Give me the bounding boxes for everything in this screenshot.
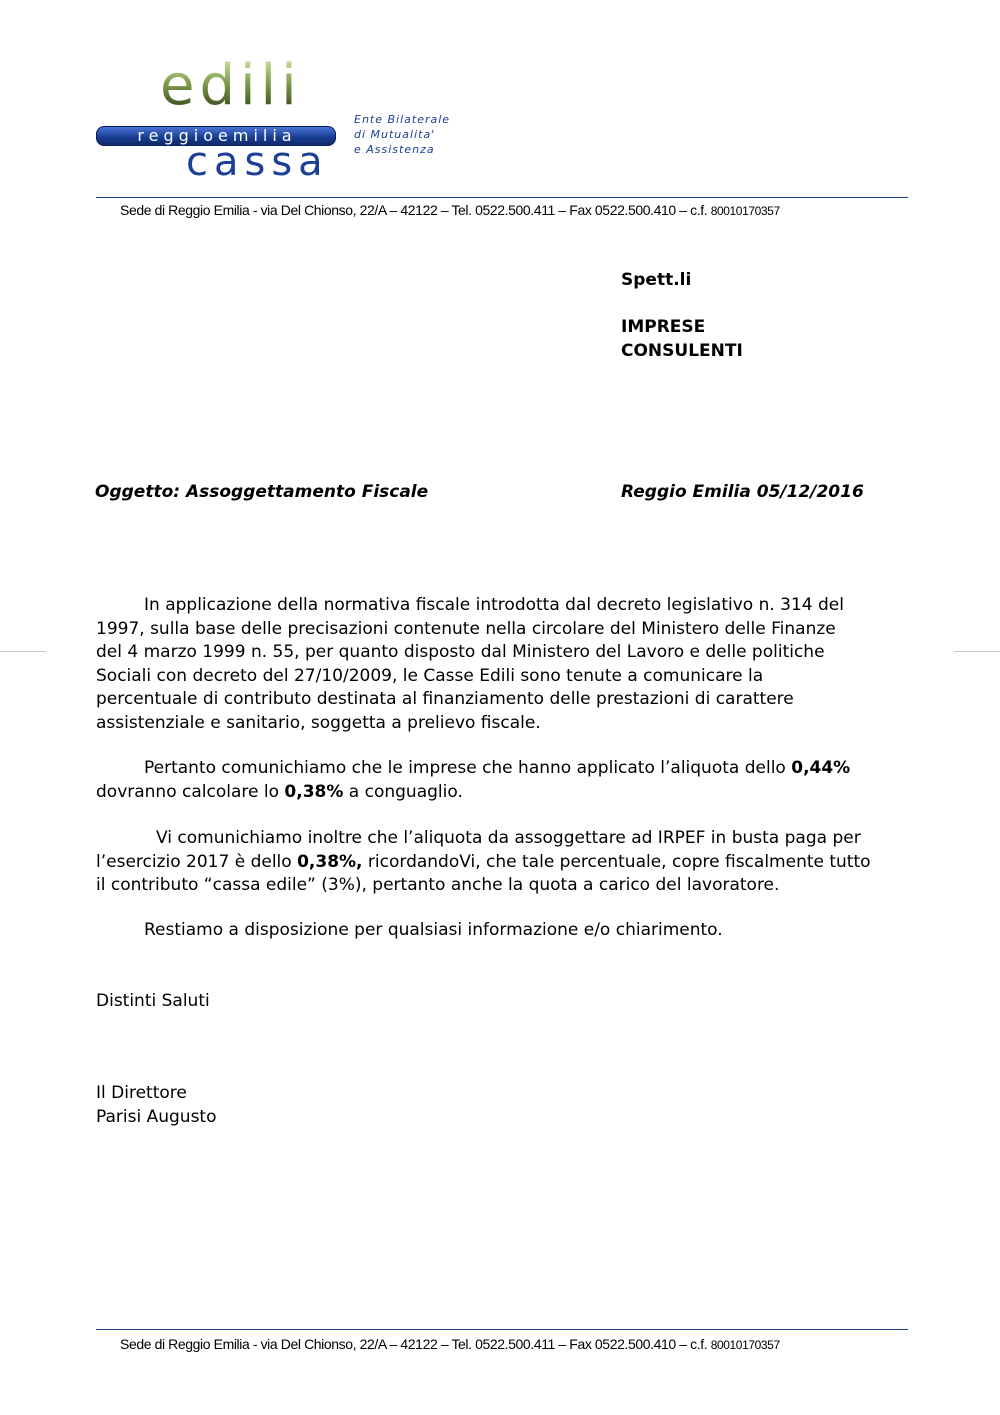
header-cf-number: 80010170357: [710, 204, 780, 218]
body-line: Sociali con decreto del 27/10/2009, le Casse Edili sono tenute a comunicare la: [96, 665, 764, 686]
body-text: Pertanto comunichiamo che le imprese che hanno applicato l’aliquota dello: [144, 758, 792, 778]
body-text: l’esercizio 2017 è dello: [96, 851, 298, 872]
recipient-salutation: Spett.li: [621, 270, 692, 290]
body-line: In applicazione della normativa fiscale introdotta dal decreto legislativo n. 314 del: [144, 595, 844, 615]
body-line: [96, 781, 906, 805]
left-fold-mark: [0, 651, 46, 652]
signature-title: Il Direttore: [96, 1083, 187, 1103]
logo-tagline-line: Ente Bilaterale: [354, 113, 451, 126]
body-paragraph-1: [96, 594, 906, 735]
body-line: [96, 757, 906, 781]
signature-block: [96, 1081, 217, 1129]
recipient-item: IMPRESE: [621, 317, 706, 337]
header-rule: [96, 197, 908, 198]
body-line: Restiamo a disposizione per qualsiasi informazione e/o chiarimento.: [144, 920, 723, 940]
recipient-item: CONSULENTI: [621, 341, 743, 361]
right-fold-mark: [954, 651, 1000, 652]
body-paragraph-4: [96, 919, 906, 943]
body-line: [96, 851, 906, 875]
body-line: 1997, sulla base delle precisazioni contenute nella circolare del Ministero delle Finanze: [96, 618, 836, 639]
body-line: assistenziale e sanitario, soggetta a prelievo fiscale.: [96, 712, 541, 733]
body-paragraph-3: [96, 827, 906, 898]
logo-word-reggioemilia: reggioemilia: [137, 126, 297, 145]
header-address: [120, 202, 890, 218]
rate-old-percent: 0,44%: [791, 758, 851, 778]
date-line: Reggio Emilia 05/12/2016: [621, 482, 864, 502]
logo-word-edili: edili: [160, 53, 302, 118]
cassa-edili-logo: [90, 53, 490, 185]
header-address-text: Sede di Reggio Emilia - via Del Chionso, 22/A – 42122 – Tel. 0522.500.411 – Fax 0522.500.410 – c.f.: [120, 202, 708, 218]
signature-name: Parisi Augusto: [96, 1107, 217, 1127]
body-line: del 4 marzo 1999 n. 55, per quanto disposto dal Ministero del Lavoro e delle politiche: [96, 642, 825, 662]
logo-word-cassa: cassa: [186, 139, 329, 185]
footer-address-text: Sede di Reggio Emilia - via Del Chionso, 22/A – 42122 – Tel. 0522.500.411 – Fax 0522.500.410 – c.f.: [120, 1336, 708, 1352]
logo-tagline-line: e Assistenza: [354, 143, 435, 156]
rate-adjust-percent: 0,38%: [284, 781, 344, 802]
body-line: Vi comunichiamo inoltre che l’aliquota da assoggettare ad IRPEF in busta paga per: [156, 828, 861, 848]
body-text: ricordandoVi, che tale percentuale, copre fiscalmente tutto: [362, 851, 871, 872]
body-text: dovranno calcolare lo: [96, 781, 285, 802]
recipient-list: [621, 315, 743, 363]
subject-line: Oggetto: Assoggettamento Fiscale: [95, 482, 429, 502]
rate-2017-percent: 0,38%,: [297, 851, 363, 872]
footer-address: [120, 1336, 890, 1352]
logo-tagline-line: di Mutualita': [354, 128, 436, 141]
footer-rule: [96, 1329, 908, 1330]
body-line: percentuale di contributo destinata al finanziamento delle prestazioni di carattere: [96, 689, 794, 709]
body-paragraph-2: [96, 757, 906, 804]
body-text: a conguaglio.: [343, 781, 463, 802]
footer-cf-number: 80010170357: [710, 1338, 780, 1352]
body-line: il contributo “cassa edile” (3%), pertanto anche la quota a carico del lavoratore.: [96, 875, 780, 895]
logo-tagline: [354, 112, 450, 157]
closing-greeting: Distinti Saluti: [96, 991, 210, 1011]
